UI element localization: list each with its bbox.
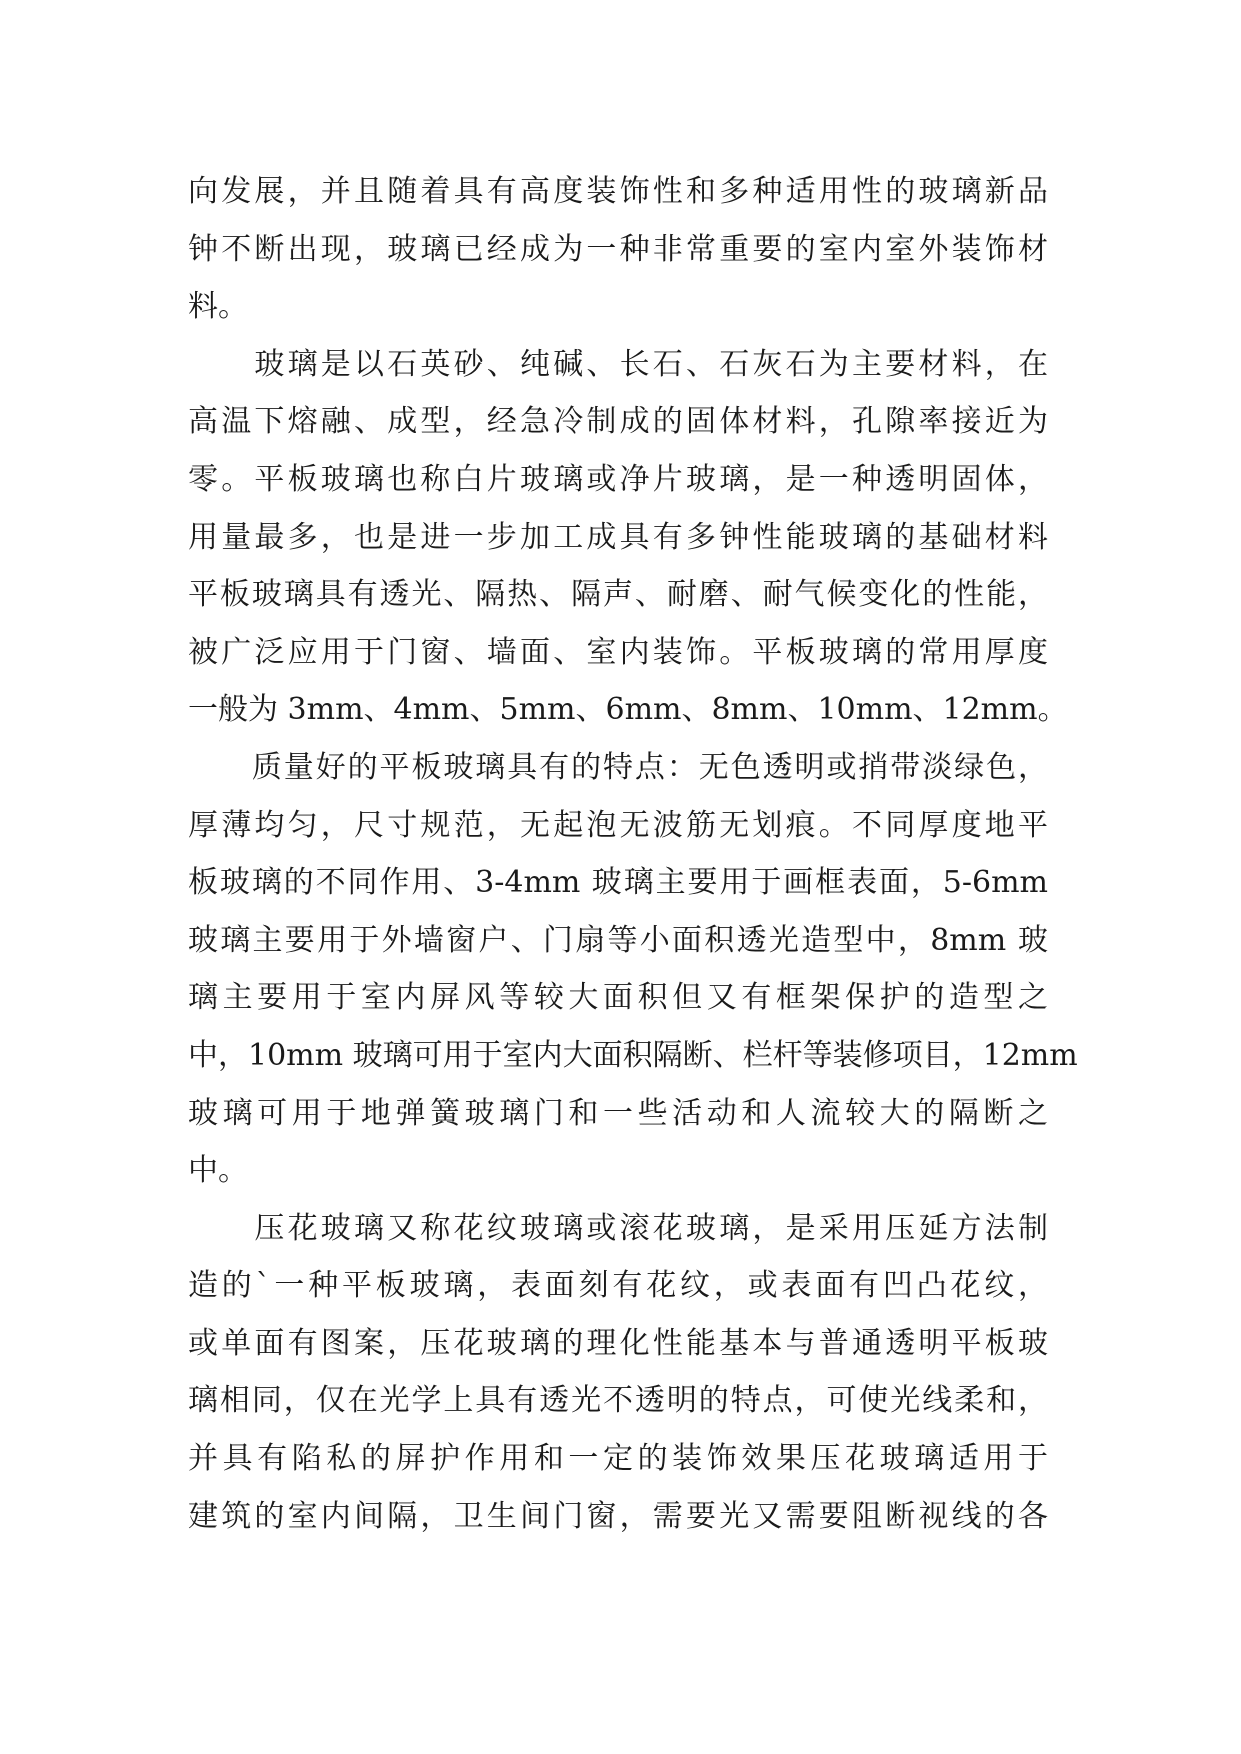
- document-body: [188, 163, 1078, 1545]
- text-line: 中，10mm 玻璃可用于室内大面积隔断、栏杆等装修项目，12mm: [188, 1037, 1078, 1073]
- text-line: 并具有陷私的屏护作用和一定的装饰效果压花玻璃适用于: [188, 1441, 1048, 1477]
- text-line: 向发展，并且随着具有高度装饰性和多种适用性的玻璃新品: [188, 174, 1048, 209]
- text-line: 钟不断出现，玻璃已经成为一种非常重要的室内室外装饰材: [188, 231, 1048, 267]
- text-line: 平板玻璃具有透光、隔热、隔声、耐磨、耐气候变化的性能，: [188, 577, 1048, 613]
- text-line: 璃主要用于室内屏风等较大面积但又有框架保护的造型之: [188, 980, 1048, 1016]
- text-line: 板玻璃的不同作用、3-4mm 玻璃主要用于画框表面，5-6mm: [188, 865, 1048, 901]
- text-line: 压花玻璃又称花纹玻璃或滚花玻璃，是采用压延方法制: [188, 1210, 1048, 1246]
- text-line: 中。: [188, 1153, 248, 1189]
- text-line: 料。: [188, 289, 248, 325]
- text-line: 被广泛应用于门窗、墙面、室内装饰。平板玻璃的常用厚度: [188, 634, 1048, 670]
- text-line: 质量好的平板玻璃具有的特点：无色透明或捎带淡绿色，: [188, 749, 1048, 785]
- paragraph: [188, 1200, 1048, 1546]
- text-line: 玻璃主要用于外墙窗户、门扇等小面积透光造型中，8mm 玻: [188, 922, 1048, 958]
- text-line: 璃相同，仅在光学上具有透光不透明的特点，可使光线柔和，: [188, 1383, 1048, 1419]
- paragraph: [188, 336, 1068, 739]
- text-line: 用量最多，也是进一步加工成具有多钟性能玻璃的基础材料: [188, 519, 1048, 555]
- text-line: 建筑的室内间隔，卫生间门窗，需要光又需要阻断视线的各: [188, 1498, 1048, 1534]
- text-line: 高温下熔融、成型，经急冷制成的固体材料，孔隙率接近为: [188, 404, 1048, 440]
- text-line: 厚薄均匀，尺寸规范，无起泡无波筋无划痕。不同厚度地平: [188, 807, 1048, 843]
- paragraph: [188, 739, 1078, 1200]
- paragraph: [188, 163, 1048, 336]
- text-line: 一般为 3mm、4mm、5mm、6mm、8mm、10mm、12mm。: [188, 692, 1068, 728]
- text-line: 或单面有图案，压花玻璃的理化性能基本与普通透明平板玻: [188, 1325, 1048, 1361]
- text-line: 造的`一种平板玻璃，表面刻有花纹，或表面有凹凸花纹，: [188, 1268, 1048, 1304]
- text-line: 零。平板玻璃也称白片玻璃或净片玻璃，是一种透明固体，: [188, 461, 1048, 497]
- text-line: 玻璃是以石英砂、纯碱、长石、石灰石为主要材料，在: [188, 346, 1048, 382]
- text-line: 玻璃可用于地弹簧玻璃门和一些活动和人流较大的隔断之: [188, 1095, 1048, 1131]
